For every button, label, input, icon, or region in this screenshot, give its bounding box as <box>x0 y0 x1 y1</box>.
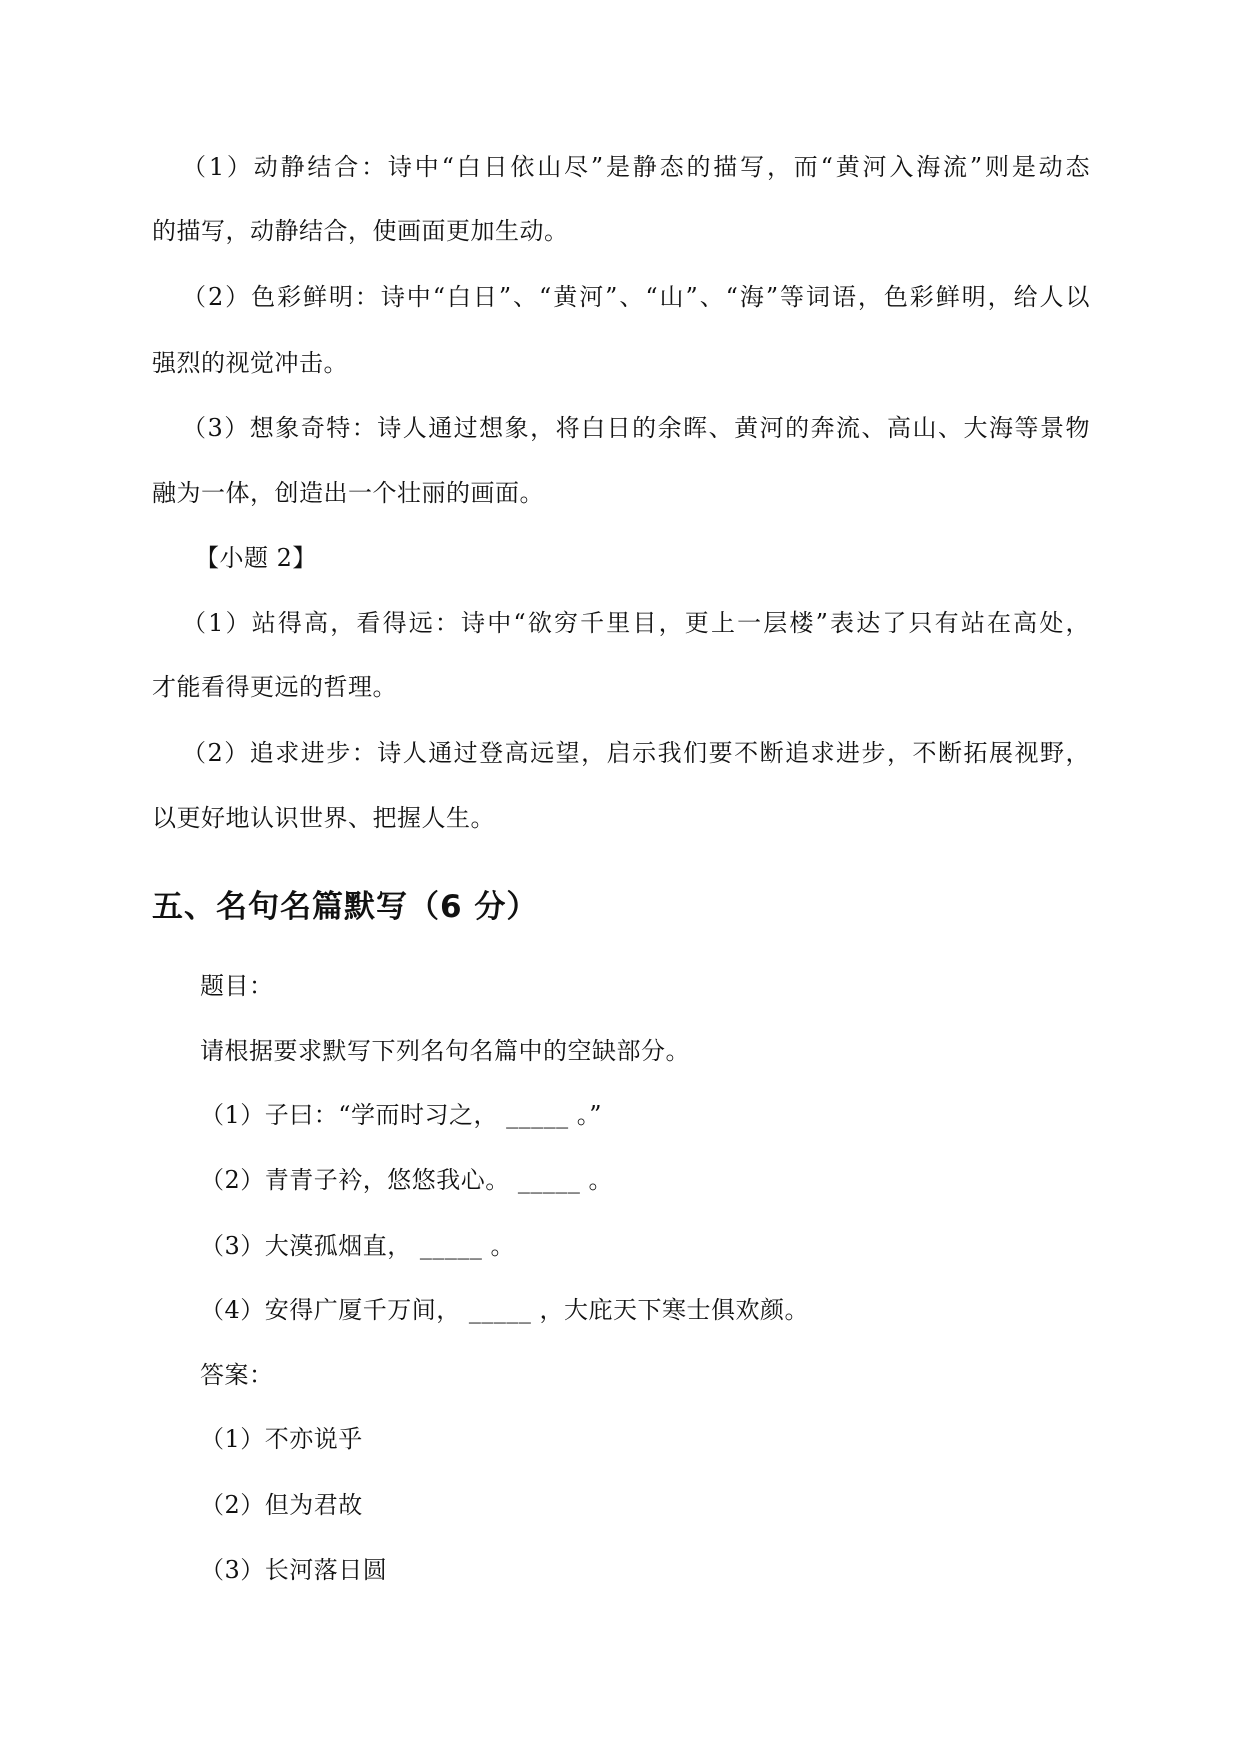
paragraph-3-line-2: 融为一体，创造出一个壮丽的画面。 <box>152 479 544 507</box>
instruction-text: 请根据要求默写下列名句名篇中的空缺部分。 <box>200 1037 690 1065</box>
subquestion-2-label: 【小题 2】 <box>195 544 317 572</box>
paragraph-4-line-2: 才能看得更远的哲理。 <box>152 673 397 701</box>
fill-blank-item-4: （4）安得广厦千万间， _____ ，大庇天下寒士俱欢颜。 <box>200 1296 810 1324</box>
paragraph-2-line-1: （2）色彩鲜明：诗中“白日”、“黄河”、“山”、“海”等词语，色彩鲜明，给人以 <box>182 283 1090 311</box>
answer-label: 答案： <box>200 1361 274 1389</box>
answer-item-3: （3）长河落日圆 <box>200 1556 388 1584</box>
paragraph-5-line-2: 以更好地认识世界、把握人生。 <box>152 804 495 832</box>
section-5-heading: 五、名句名篇默写（6 分） <box>152 889 539 925</box>
question-label: 题目： <box>200 972 274 1000</box>
paragraph-4-line-1: （1）站得高，看得远：诗中“欲穷千里目，更上一层楼”表达了只有站在高处， <box>182 609 1090 637</box>
fill-blank-item-1: （1）子曰：“学而时习之， _____ 。” <box>200 1101 603 1129</box>
answer-item-1: （1）不亦说乎 <box>200 1425 363 1453</box>
paragraph-2-line-2: 强烈的视觉冲击。 <box>152 349 348 377</box>
paragraph-5-line-1: （2）追求进步：诗人通过登高远望，启示我们要不断追求进步，不断拓展视野， <box>182 739 1090 767</box>
paragraph-3-line-1: （3）想象奇特：诗人通过想象，将白日的余晖、黄河的奔流、高山、大海等景物 <box>182 414 1090 442</box>
paragraph-1-line-2: 的描写，动静结合，使画面更加生动。 <box>152 217 569 245</box>
fill-blank-item-2: （2）青青子衿，悠悠我心。 _____ 。 <box>200 1166 614 1194</box>
answer-item-2: （2）但为君故 <box>200 1491 363 1519</box>
paragraph-1-line-1: （1）动静结合：诗中“白日依山尽”是静态的描写，而“黄河入海流”则是动态 <box>182 153 1090 181</box>
fill-blank-item-3: （3）大漠孤烟直， _____ 。 <box>200 1232 516 1260</box>
